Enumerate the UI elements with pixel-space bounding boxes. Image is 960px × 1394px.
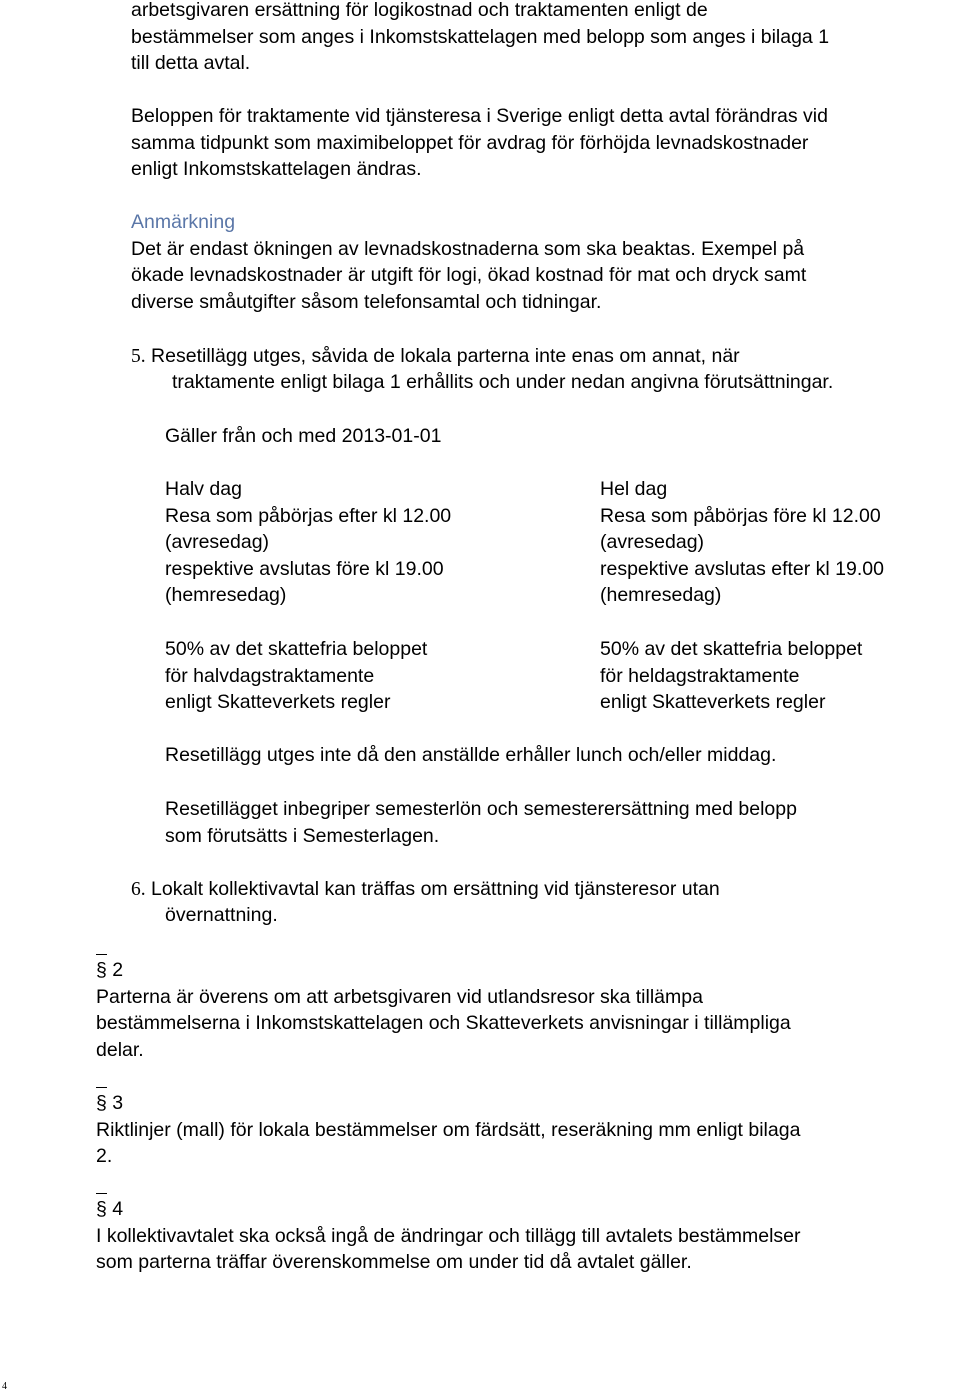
full-day-amount (600, 636, 862, 716)
section-heading (96, 957, 791, 984)
text-line: Gäller från och med 2013-01-01 (165, 425, 442, 447)
text-line: bestämmelser som anges i Inkomstskattelagen med belopp som anges i bilaga 1 (131, 25, 830, 48)
text-line: respektive avslutas före kl 19.00 (165, 557, 444, 580)
section-4 (96, 1196, 801, 1276)
text-line: Resa som påbörjas före kl 12.00 (600, 504, 881, 527)
item-5-note-1 (165, 742, 776, 769)
section-number: 3 (112, 1092, 124, 1114)
text-line: respektive avslutas efter kl 19.00 (600, 557, 884, 580)
half-day-amount (165, 636, 427, 716)
item-5-note-2 (165, 796, 797, 849)
text-line: Resa som påbörjas efter kl 12.00 (165, 504, 452, 527)
section-mark: § (96, 1196, 107, 1223)
text-line: bestämmelserna i Inkomstskattelagen och Skatteverkets anvisningar i tillämpliga (96, 1012, 791, 1034)
item-number: 6. (131, 879, 146, 900)
item-5-line-1 (131, 343, 740, 371)
section-heading (96, 1196, 801, 1223)
section-3 (96, 1090, 800, 1170)
intro-paragraph-2 (131, 103, 828, 183)
text-line: ökade levnadskostnader är utgift för logi, ökad kostnad för mat och dryck samt (131, 264, 807, 286)
text-line: I kollektivavtalet ska också ingå de ändringar och tillägg till avtalets bestämmelser (96, 1224, 801, 1247)
text-line: traktamente enligt bilaga 1 erhållits och under nedan angivna förutsättningar. (172, 371, 834, 393)
text-line: enligt Skatteverkets regler (165, 691, 391, 713)
text-line: övernattning. (165, 904, 278, 926)
text-line: Det är endast ökningen av levnadskostnaderna som ska beaktas. Exempel på (131, 237, 805, 260)
section-mark: § (96, 957, 107, 984)
text-line: Parterna är överens om att arbetsgivaren vid utlandsresor ska tillämpa (96, 985, 703, 1008)
text-line: Resetillägget inbegriper semesterlön och semesterersättning med belopp (165, 798, 797, 820)
page-number: 4 (2, 1381, 7, 1392)
text-line: för heldagstraktamente (600, 664, 800, 687)
section-number: 4 (112, 1198, 124, 1220)
note-block (131, 209, 806, 315)
intro-paragraph-1 (131, 0, 829, 77)
text-line: till detta avtal. (131, 52, 251, 74)
section-mark: § (96, 1090, 107, 1117)
text-line: delar. (96, 1038, 144, 1061)
item-6 (131, 876, 720, 904)
text-line: som parterna träffar överenskommelse om under tid då avtalet gäller. (96, 1251, 692, 1273)
text-line: Lokalt kollektivavtal kan träffas om ersättning vid tjänsteresor utan (151, 878, 720, 900)
half-day-conditions (165, 476, 451, 609)
note-heading: Anmärkning (131, 211, 236, 233)
text-line: enligt Skatteverkets regler (600, 691, 826, 713)
text-line: Resetillägg utges, såvida de lokala parterna inte enas om annat, när (151, 345, 740, 367)
text-line: för halvdagstraktamente (165, 664, 375, 687)
text-line: enligt Inkomstskattelagen ändras. (131, 158, 422, 180)
text-line: (avresedag) (165, 531, 270, 553)
text-line: Beloppen för traktamente vid tjänsteresa i Sverige enligt detta avtal förändras vid (131, 105, 828, 127)
section-heading (96, 1090, 800, 1117)
text-line: (hemresedag) (600, 584, 722, 606)
item-6-line-2 (165, 902, 278, 929)
text-line: 2. (96, 1145, 113, 1167)
text-line: 50% av det skattefria beloppet (600, 638, 863, 660)
section-2 (96, 957, 791, 1063)
full-day-conditions (600, 476, 884, 609)
text-line: (avresedag) (600, 531, 705, 553)
item-number: 5. (131, 346, 146, 367)
text-line: (hemresedag) (165, 584, 287, 606)
text-line: som förutsätts i Semesterlagen. (165, 824, 440, 847)
text-line: samma tidpunkt som maximibeloppet för avdrag för förhöjda levnadskostnader (131, 131, 809, 154)
half-day-heading: Halv dag (165, 478, 242, 500)
text-line: Riktlinjer (mall) för lokala bestämmelser om färdsätt, reseräkning mm enligt bilaga (96, 1118, 801, 1141)
item-5-line-2 (172, 369, 833, 396)
valid-from (165, 423, 441, 450)
text-line: 50% av det skattefria beloppet (165, 638, 428, 660)
text-line: diverse småutgifter såsom telefonsamtal och tidningar. (131, 290, 602, 313)
text-line: arbetsgivaren ersättning för logikostnad och traktamenten enligt de (131, 0, 708, 21)
text-line: Resetillägg utges inte då den anställde erhåller lunch och/eller middag. (165, 744, 777, 766)
full-day-heading: Hel dag (600, 478, 668, 500)
section-number: 2 (112, 959, 124, 981)
